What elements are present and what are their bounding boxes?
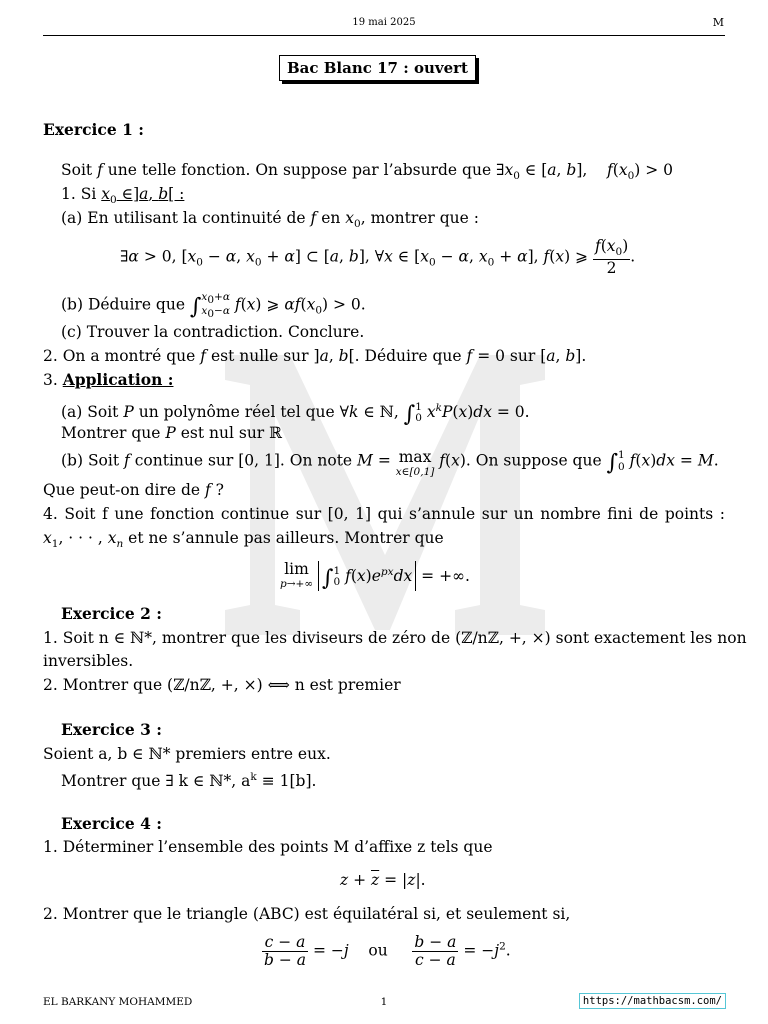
header-date: 19 mai 2025: [352, 17, 416, 28]
exercise-1-heading: Exercice 1 :: [43, 120, 145, 139]
ex1-q2: 2. On a montré que f est nulle sur ]a, b[. Déduire que f = 0 sur [a, b].: [43, 347, 587, 365]
ex4-q1: 1. Déterminer l’ensemble des points M d’affixe z tels que: [43, 838, 493, 856]
header-logo-letter: M: [712, 16, 724, 29]
ex1-q3a: (a) Soit P un polynôme réel tel que ∀k ∈ ℕ, ∫1 0 $x^kP(x)dx = 0$.: [61, 400, 530, 428]
ex1-q1: 1. Si $x_0$ ∈]a, b[ :: [61, 185, 185, 207]
watermark-logo: [205, 345, 565, 645]
page-number: 1: [380, 996, 388, 1008]
application-heading: Application :: [62, 370, 174, 389]
ex2-q1-line2: inversibles.: [43, 652, 134, 670]
ex1-q1a-formula: ∃α > 0, [$x_0 - \alpha$, $x_0 + \alpha$] ⊂ [a, b], ∀x ∈ [$x_0 - \alpha$, $x_0 + \alpha$], f(x) ⩾ $\frac{f(x_0)}{2}$ .: [120, 237, 636, 277]
ex1-q3a-line2: Montrer que P est nul sur ℝ: [61, 424, 283, 442]
ex4-q2: 2. Montrer que le triangle (ABC) est équilatéral si, et seulement si,: [43, 905, 571, 923]
ex1-q1c: (c) Trouver la contradiction. Conclure.: [61, 323, 365, 341]
exercise-4-heading: Exercice 4 :: [61, 814, 163, 833]
ex1-q1b: (b) Déduire que $\int x_0+\alpha$ $x_0-\alpha$ f(x) ⩾ $\alpha f(x_0) > 0$.: [61, 291, 366, 320]
footer-url-link[interactable]: https://mathbacsm.com/: [579, 993, 726, 1009]
ex3-line1: Soient a, b ∈ ℕ* premiers entre eux.: [43, 745, 331, 763]
footer-author: EL BARKANY MOHAMMED: [43, 996, 193, 1008]
ex1-q4-line1: 4. Soit f une fonction continue sur [0, 1] qui s’annule sur un nombre fini de points :: [43, 505, 725, 523]
ex3-line2: Montrer que ∃ k ∈ ℕ*, $a^k \equiv 1[b]$.: [61, 771, 317, 791]
header-rule: [43, 35, 725, 36]
ex1-q3b: (b) Soit f continue sur [0, 1]. On note M = max x∈[0,1] f(x). On suppose que ∫1 0 f(x)dx = M.: [61, 448, 719, 478]
ex1-q3b-line2: Que peut-on dire de f ?: [43, 481, 224, 499]
ex1-intro: Soit f une telle fonction. On suppose par l’absurde que $\exists x_0$ ∈ [a, b], $f(x_0) > 0$: [61, 161, 674, 183]
ex4-q1-formula: $z + \overline{z} = |z|$.: [340, 871, 426, 889]
ex1-q4-line2: $x_1$, · · · , $x_n$ et ne s’annule pas ailleurs. Montrer que: [43, 529, 444, 551]
ex2-q1-line1: 1. Soit n ∈ ℕ*, montrer que les diviseurs de zéro de (ℤ/nℤ, +, ×) sont exactement les non: [43, 629, 747, 647]
page-title: Bac Blanc 17 : ouvert: [279, 55, 476, 81]
ex2-q2: 2. Montrer que (ℤ/nℤ, +, ×) ⟺ n est premier: [43, 676, 401, 694]
ex1-q1a: (a) En utilisant la continuité de f en $x_0$, montrer que :: [61, 209, 479, 231]
ex1-q3: 3. Application :: [43, 370, 174, 389]
ex4-q2-formula: $\frac{c - a}{b - a}$ = −j ou $\frac{b - a}{c - a}$ = $-j^2$.: [264, 933, 511, 970]
ex1-q4-formula: lim p→+∞ ∫1 0 $f(x)e^{px}dx$ = +∞.: [280, 560, 470, 592]
exercise-2-heading: Exercice 2 :: [61, 604, 163, 623]
exercise-3-heading: Exercice 3 :: [61, 720, 163, 739]
